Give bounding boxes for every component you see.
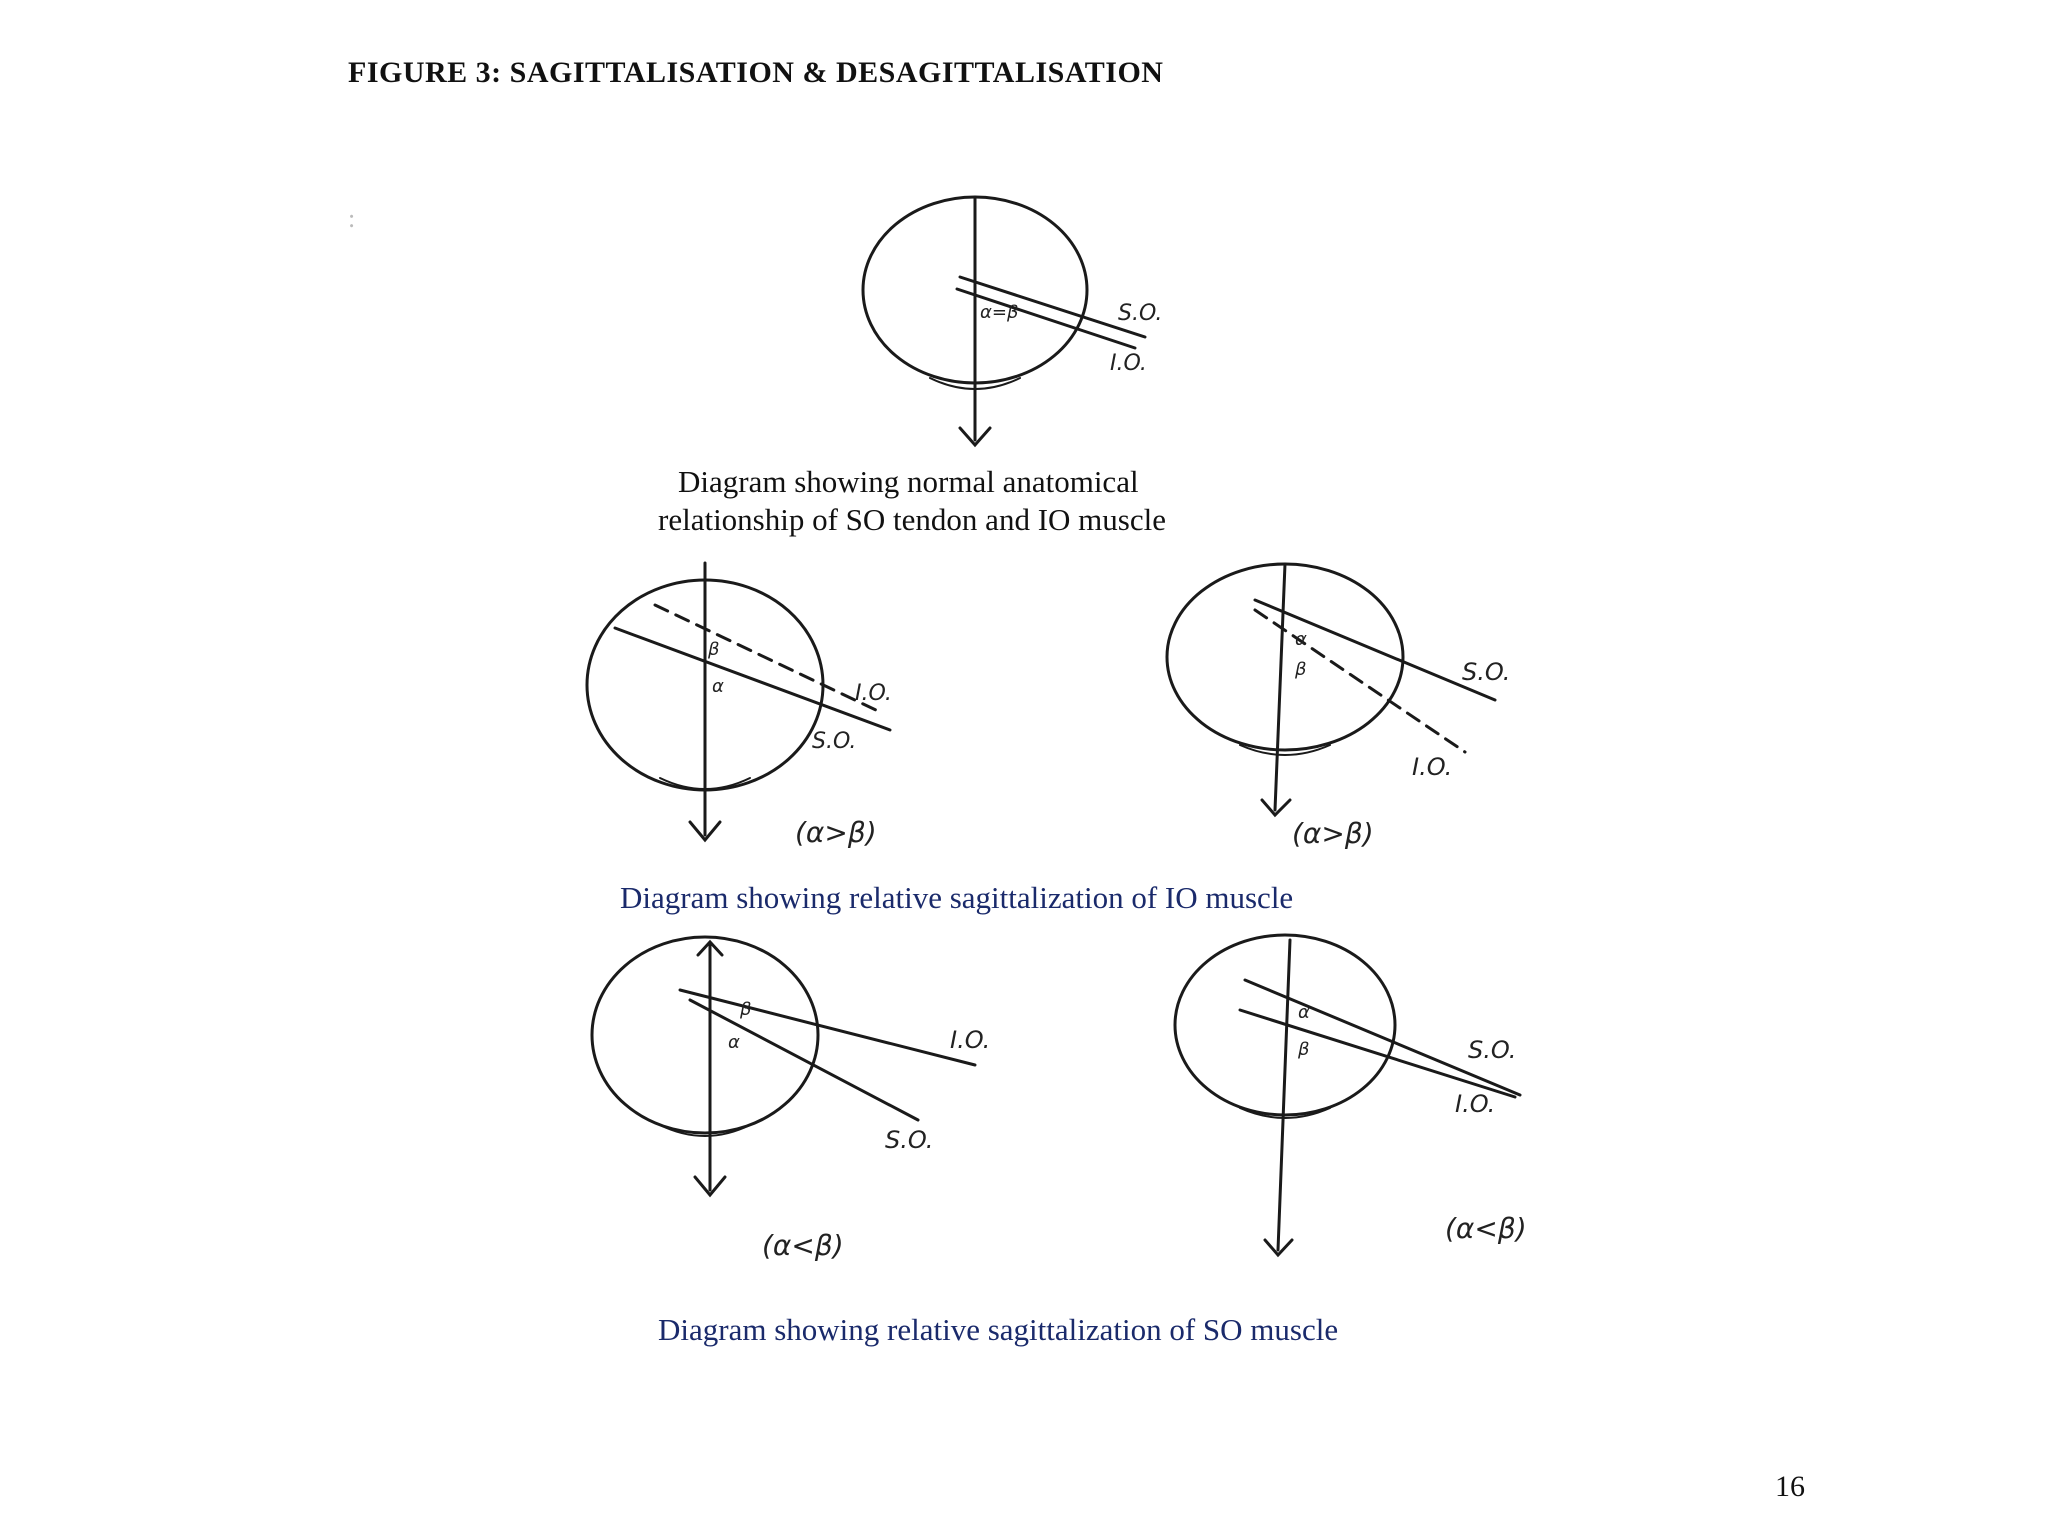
- inequality-label: (α>β): [795, 816, 877, 849]
- sagittal-axis: [1275, 564, 1285, 810]
- sagittal-axis: [1278, 940, 1290, 1250]
- so-tendon-line: [615, 628, 890, 730]
- so-label: S.O.: [885, 1126, 934, 1154]
- alpha-label: α: [1295, 629, 1307, 650]
- beta-label: β: [740, 999, 752, 1020]
- so-label: S.O.: [1118, 301, 1163, 326]
- diagram-so-left: [592, 937, 990, 1262]
- alpha-label: α: [1298, 1002, 1310, 1023]
- inequality-label: (α<β): [762, 1229, 844, 1262]
- alpha-label: α: [728, 1032, 740, 1053]
- so-tendon-line: [690, 1000, 918, 1120]
- page-number: 16: [1775, 1470, 1805, 1503]
- figure-title: FIGURE 3: SAGITTALISATION & DESAGITTALISATION: [348, 56, 1164, 89]
- io-label: I.O.: [1455, 1090, 1496, 1118]
- caption-normal-line1: Diagram showing normal anatomical: [678, 464, 1139, 499]
- stray-mark: :: [348, 204, 356, 233]
- io-muscle-line: [655, 605, 880, 712]
- caption-normal-line2: relationship of SO tendon and IO muscle: [658, 502, 1166, 537]
- caption-io-sagittalization: Diagram showing relative sagittalization of IO muscle: [620, 880, 1294, 915]
- io-label: I.O.: [855, 681, 892, 706]
- globe-outline: [592, 937, 818, 1133]
- so-label: S.O.: [812, 729, 857, 754]
- io-label: I.O.: [1412, 753, 1453, 781]
- diagram-so-right: [1175, 935, 1527, 1255]
- io-label: I.O.: [1110, 351, 1147, 376]
- io-label: I.O.: [950, 1026, 991, 1054]
- alpha-label: α: [712, 676, 724, 697]
- so-tendon-line: [1255, 600, 1495, 700]
- diagram-normal: [863, 197, 1162, 445]
- inequality-label: (α<β): [1445, 1212, 1527, 1245]
- angle-label: α=β: [980, 302, 1019, 323]
- so-label: S.O.: [1462, 658, 1511, 686]
- io-muscle-line: [1255, 610, 1465, 752]
- caption-so-sagittalization: Diagram showing relative sagittalization of SO muscle: [658, 1312, 1339, 1347]
- beta-label: β: [1295, 659, 1307, 680]
- diagram-io-left: [587, 563, 892, 849]
- diagram-io-right: [1167, 564, 1510, 850]
- so-label: S.O.: [1468, 1036, 1517, 1064]
- inequality-label: (α>β): [1292, 817, 1374, 850]
- beta-label: β: [1298, 1039, 1310, 1060]
- beta-label: β: [708, 639, 720, 660]
- io-muscle-line: [680, 990, 975, 1065]
